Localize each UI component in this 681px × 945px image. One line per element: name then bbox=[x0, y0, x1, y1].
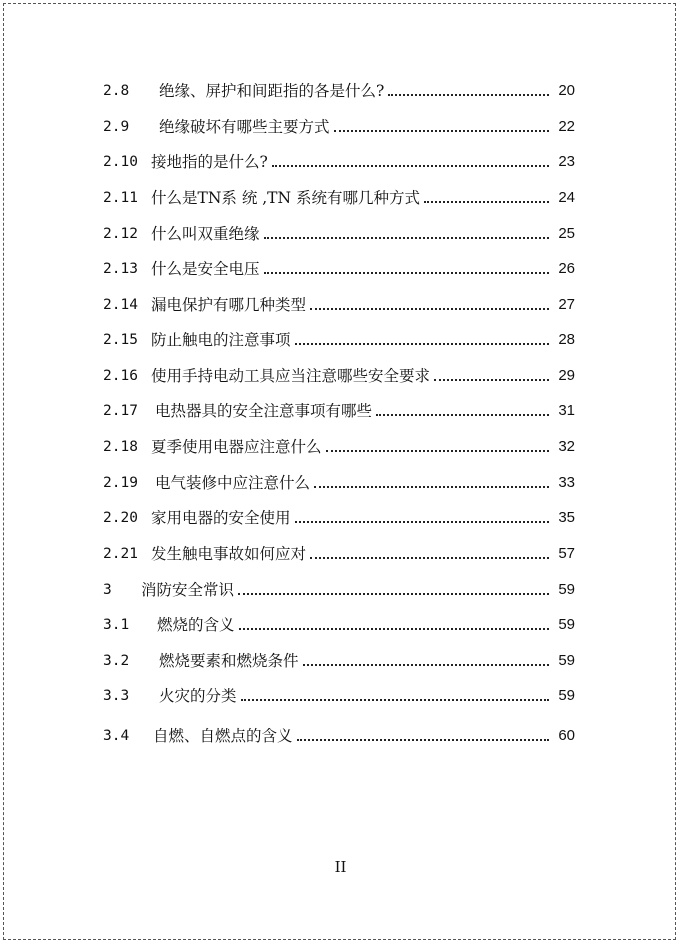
toc-entry-number: 2.19 bbox=[103, 475, 138, 491]
toc-entry-title: 什么是TN系 统 ,TN 系统有哪几种方式 bbox=[151, 189, 421, 207]
toc-leader-dots bbox=[314, 486, 549, 488]
toc-entry-page: 26 bbox=[558, 260, 575, 277]
toc-entry-page: 28 bbox=[558, 331, 575, 348]
toc-entry-page: 25 bbox=[558, 225, 575, 242]
toc-entry-number: 2.17 bbox=[103, 403, 138, 419]
toc-entry-number: 3.4 bbox=[103, 728, 130, 744]
toc-entry[interactable] bbox=[103, 507, 575, 529]
toc-entry-title: 电气装修中应注意什么 bbox=[155, 474, 311, 492]
toc-entry-page: 29 bbox=[558, 367, 575, 384]
toc-entry-number: 2.20 bbox=[103, 510, 138, 526]
toc-entry-title: 防止触电的注意事项 bbox=[151, 331, 291, 349]
toc-entry[interactable] bbox=[103, 223, 575, 245]
toc-entry[interactable] bbox=[103, 365, 575, 387]
toc-entry-page: 24 bbox=[558, 189, 575, 206]
toc-entry-page: 57 bbox=[558, 545, 575, 562]
toc-entry-page: 20 bbox=[558, 82, 575, 99]
toc-entry-number: 2.9 bbox=[103, 119, 130, 135]
toc-entry-number: 3 bbox=[103, 582, 112, 598]
toc-entry-page: 22 bbox=[558, 118, 575, 135]
toc-leader-dots bbox=[264, 272, 549, 274]
toc-entry-title: 发生触电事故如何应对 bbox=[151, 545, 307, 563]
toc-entry-number: 2.21 bbox=[103, 546, 138, 562]
toc-leader-dots bbox=[303, 664, 549, 666]
toc-entry-number: 2.11 bbox=[103, 190, 138, 206]
toc-entry-number: 2.8 bbox=[103, 83, 130, 99]
toc-leader-dots bbox=[272, 165, 549, 167]
toc-entry-number: 2.14 bbox=[103, 297, 138, 313]
toc-entry[interactable] bbox=[103, 116, 575, 138]
toc-entry-page: 60 bbox=[558, 727, 575, 744]
toc-entry-number: 2.18 bbox=[103, 439, 138, 455]
toc-entry-number: 3.1 bbox=[103, 617, 130, 633]
toc-entry[interactable] bbox=[103, 329, 575, 351]
toc-entry-title: 绝缘破坏有哪些主要方式 bbox=[159, 118, 330, 136]
toc-entry[interactable] bbox=[103, 436, 575, 458]
toc-entry[interactable] bbox=[103, 258, 575, 280]
toc-leader-dots bbox=[434, 379, 549, 381]
toc-entry[interactable] bbox=[103, 187, 575, 209]
toc-entry-number: 2.13 bbox=[103, 261, 138, 277]
toc-entry-number: 2.10 bbox=[103, 154, 138, 170]
toc-entry-page: 59 bbox=[558, 616, 575, 633]
toc-entry[interactable] bbox=[103, 614, 575, 636]
toc-entry-page: 27 bbox=[558, 296, 575, 313]
toc-entry-title: 燃烧要素和燃烧条件 bbox=[159, 652, 299, 670]
toc-entry[interactable] bbox=[103, 400, 575, 422]
toc-entry-page: 59 bbox=[558, 687, 575, 704]
toc-entry[interactable] bbox=[103, 80, 575, 102]
toc-entry-title: 自燃、自燃点的含义 bbox=[153, 727, 293, 745]
toc-entry-page: 59 bbox=[558, 581, 575, 598]
toc-entry[interactable] bbox=[103, 685, 575, 707]
toc-leader-dots bbox=[241, 699, 549, 701]
toc-entry-title: 什么叫双重绝缘 bbox=[151, 225, 260, 243]
toc-leader-dots bbox=[326, 450, 549, 452]
toc-leader-dots bbox=[264, 237, 549, 239]
toc-entry-page: 33 bbox=[558, 474, 575, 491]
toc-entry-title: 绝缘、屏护和间距指的各是什么? bbox=[159, 82, 385, 100]
toc-leader-dots bbox=[376, 414, 549, 416]
toc-entry[interactable] bbox=[103, 472, 575, 494]
toc-entry-title: 燃烧的含义 bbox=[157, 616, 235, 634]
toc-entry-number: 2.15 bbox=[103, 332, 138, 348]
toc-entry[interactable] bbox=[103, 725, 575, 747]
toc-entry-title: 什么是安全电压 bbox=[151, 260, 260, 278]
toc-leader-dots bbox=[297, 739, 549, 741]
toc-entry-page: 32 bbox=[558, 438, 575, 455]
toc-entry-title: 夏季使用电器应注意什么 bbox=[151, 438, 322, 456]
toc-entry-page: 59 bbox=[558, 652, 575, 669]
toc-entry-number: 3.2 bbox=[103, 653, 130, 669]
toc-entry-title: 消防安全常识 bbox=[141, 581, 235, 599]
toc-entry[interactable] bbox=[103, 543, 575, 565]
toc-leader-dots bbox=[238, 593, 549, 595]
toc-leader-dots bbox=[295, 343, 549, 345]
toc-leader-dots bbox=[334, 130, 549, 132]
toc-entry-number: 3.3 bbox=[103, 688, 130, 704]
toc-leader-dots bbox=[424, 201, 549, 203]
toc-leader-dots bbox=[310, 557, 549, 559]
toc-entry[interactable] bbox=[103, 579, 575, 601]
toc-entry-title: 使用手持电动工具应当注意哪些安全要求 bbox=[151, 367, 431, 385]
toc-entry-title: 接地指的是什么? bbox=[151, 153, 268, 171]
toc-entry-title: 家用电器的安全使用 bbox=[151, 509, 291, 527]
toc-entry-page: 31 bbox=[558, 402, 575, 419]
toc-entry-page: 23 bbox=[558, 153, 575, 170]
toc-entry-page: 35 bbox=[558, 509, 575, 526]
toc-leader-dots bbox=[388, 94, 549, 96]
toc-leader-dots bbox=[239, 628, 549, 630]
toc-entry[interactable] bbox=[103, 650, 575, 672]
toc-entry-number: 2.12 bbox=[103, 226, 138, 242]
toc-leader-dots bbox=[295, 521, 549, 523]
page-number-footer: II bbox=[334, 858, 347, 876]
toc-entry-number: 2.16 bbox=[103, 368, 138, 384]
toc-entry-title: 火灾的分类 bbox=[159, 687, 237, 705]
toc-entry[interactable] bbox=[103, 294, 575, 316]
toc-entry[interactable] bbox=[103, 151, 575, 173]
toc-leader-dots bbox=[310, 308, 549, 310]
toc-entry-title: 电热器具的安全注意事项有哪些 bbox=[155, 402, 373, 420]
toc-entry-title: 漏电保护有哪几种类型 bbox=[151, 296, 307, 314]
